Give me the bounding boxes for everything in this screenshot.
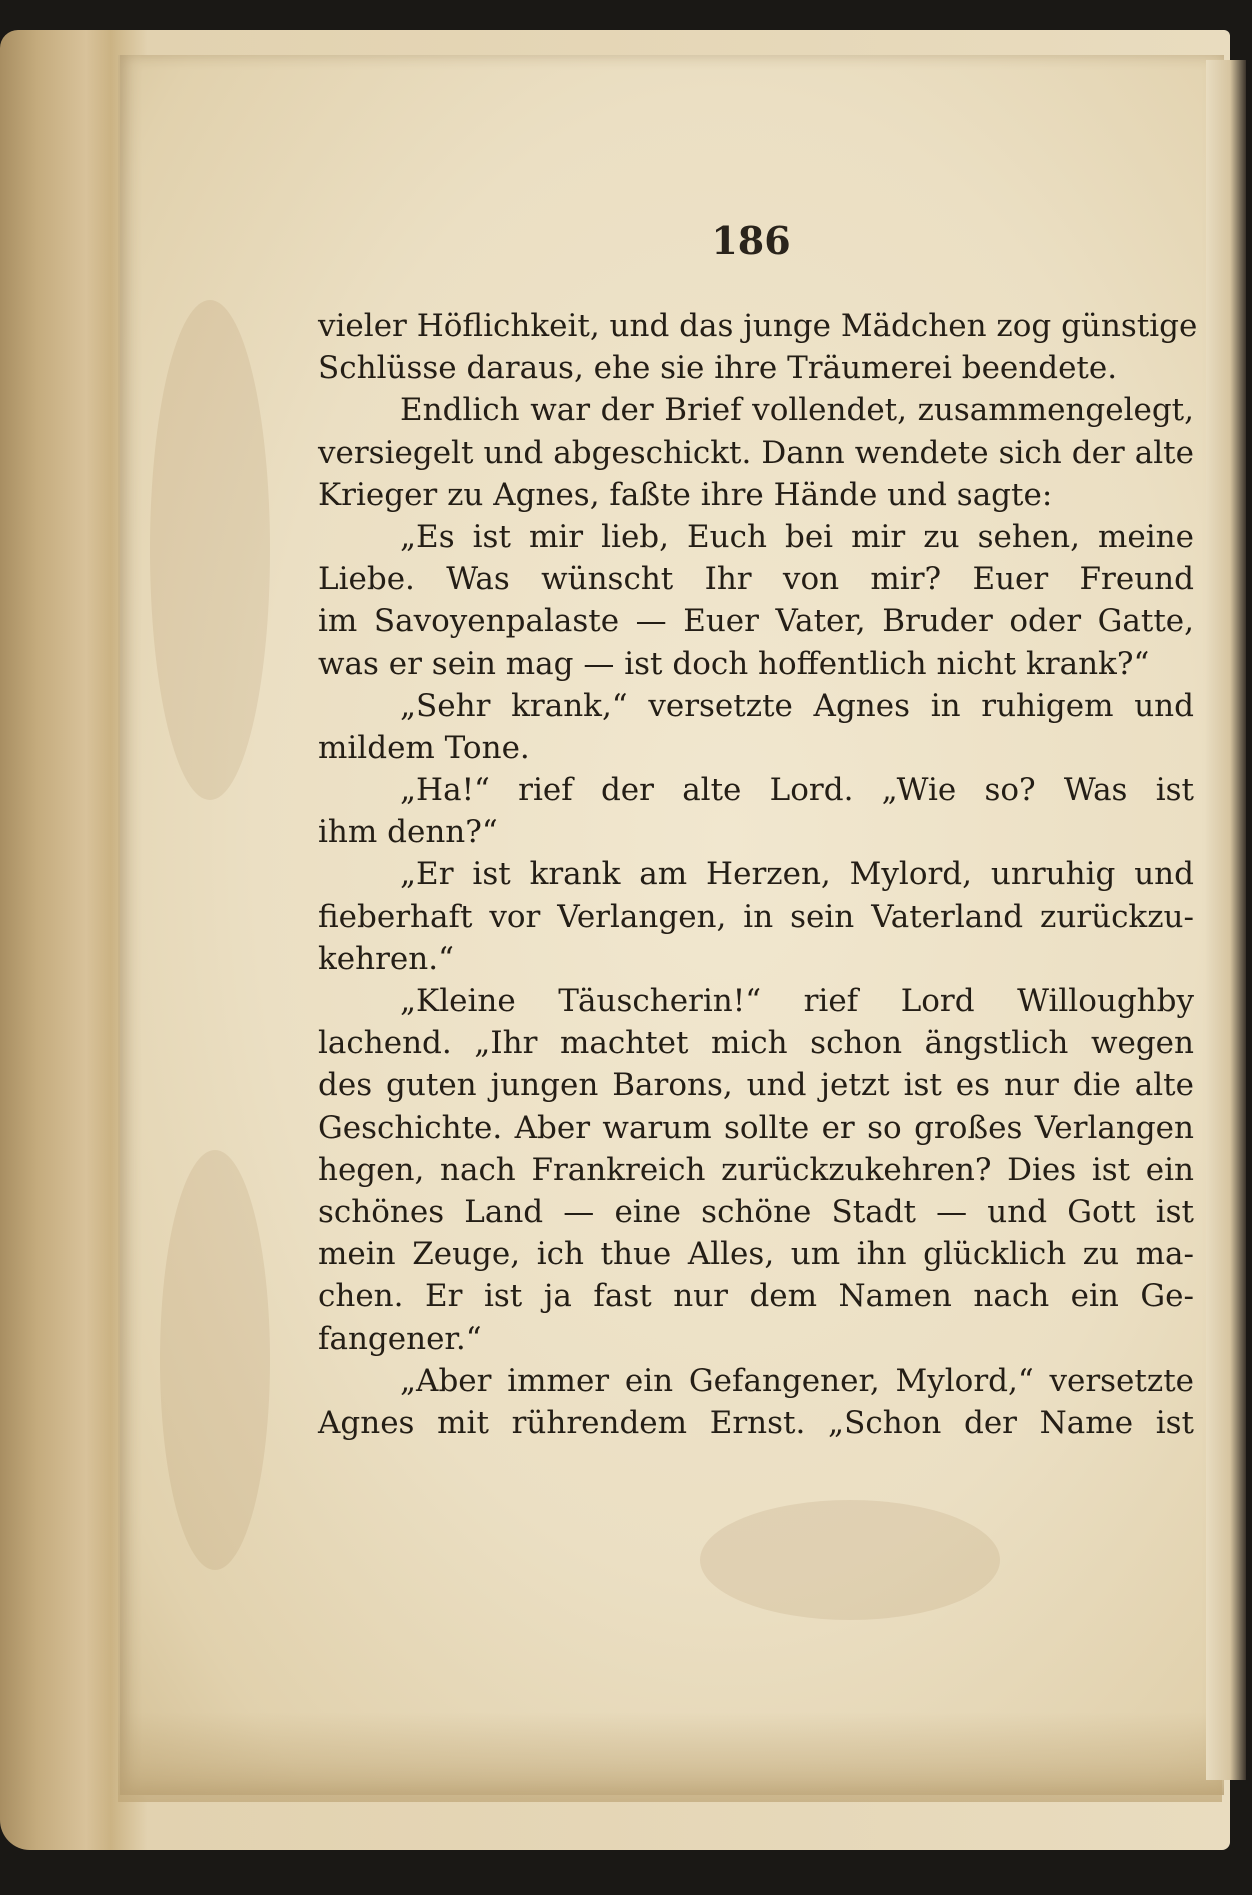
text-line: mildem Tone. bbox=[318, 729, 530, 766]
text-line: vieler Höflichkeit, und das junge Mädchen zog günstige bbox=[318, 308, 1198, 344]
text-line: „Ha!“ rief der alte Lord. „Wie so? Was ist bbox=[400, 772, 1194, 809]
page-bottom-shade bbox=[118, 1712, 1222, 1802]
text-line: des guten jungen Barons, und jetzt ist es nur die alte bbox=[318, 1067, 1194, 1104]
text-line: Agnes mit rührendem Ernst. „Schon der Name ist bbox=[318, 1404, 1194, 1441]
text-line: Schlüsse daraus, ehe sie ihre Träumerei beendete. bbox=[318, 350, 1118, 387]
text-line: mein Zeuge, ich thue Alles, um ihn glücklich zu ma- bbox=[318, 1236, 1194, 1273]
text-line: „Sehr krank,“ versetzte Agnes in ruhigem und bbox=[400, 687, 1194, 724]
text-line: lachend. „Ihr machtet mich schon ängstlich wegen bbox=[318, 1025, 1194, 1062]
text-line: schönes Land — eine schöne Stadt — und Gott ist bbox=[318, 1193, 1194, 1230]
text-line: Endlich war der Brief vollendet, zusammengelegt, bbox=[400, 392, 1194, 429]
text-line: was er sein mag — ist doch hoffentlich nicht krank?“ bbox=[318, 645, 1150, 682]
text-line: ihm denn?“ bbox=[318, 814, 498, 851]
body-text bbox=[318, 305, 1198, 1444]
page-number: 186 bbox=[711, 218, 791, 263]
text-line: Geschichte. Aber warum sollte er so großes Verlangen bbox=[318, 1109, 1194, 1146]
text-line: fieberhaft vor Verlangen, in sein Vaterland zurückzu- bbox=[318, 898, 1194, 935]
text-line: „Er ist krank am Herzen, Mylord, unruhig und bbox=[400, 856, 1194, 893]
text-line: kehren.“ bbox=[318, 940, 454, 977]
text-line: im Savoyenpalaste — Euer Vater, Bruder oder Gatte, bbox=[318, 603, 1194, 640]
text-line: „Es ist mir lieb, Euch bei mir zu sehen, meine bbox=[400, 518, 1194, 555]
text-line: hegen, nach Frankreich zurückzukehren? Dies ist ein bbox=[318, 1151, 1194, 1188]
foxing-stain bbox=[700, 1500, 1000, 1620]
text-line: versiegelt und abgeschickt. Dann wendete sich der alte bbox=[318, 434, 1194, 471]
text-line: chen. Er ist ja fast nur dem Namen nach ein Ge- bbox=[318, 1278, 1194, 1315]
text-line: Liebe. Was wünscht Ihr von mir? Euer Freund bbox=[318, 561, 1194, 598]
foxing-stain bbox=[150, 300, 270, 800]
text-line: „Kleine Täuscherin!“ rief Lord Willoughby bbox=[400, 983, 1194, 1019]
text-line: Krieger zu Agnes, faßte ihre Hände und sagte: bbox=[318, 476, 1053, 513]
next-page-edge bbox=[1206, 60, 1246, 1780]
text-line: fangener.“ bbox=[318, 1320, 482, 1357]
text-line: „Aber immer ein Gefangener, Mylord,“ versetzte bbox=[400, 1362, 1194, 1399]
foxing-stain bbox=[160, 1150, 270, 1570]
